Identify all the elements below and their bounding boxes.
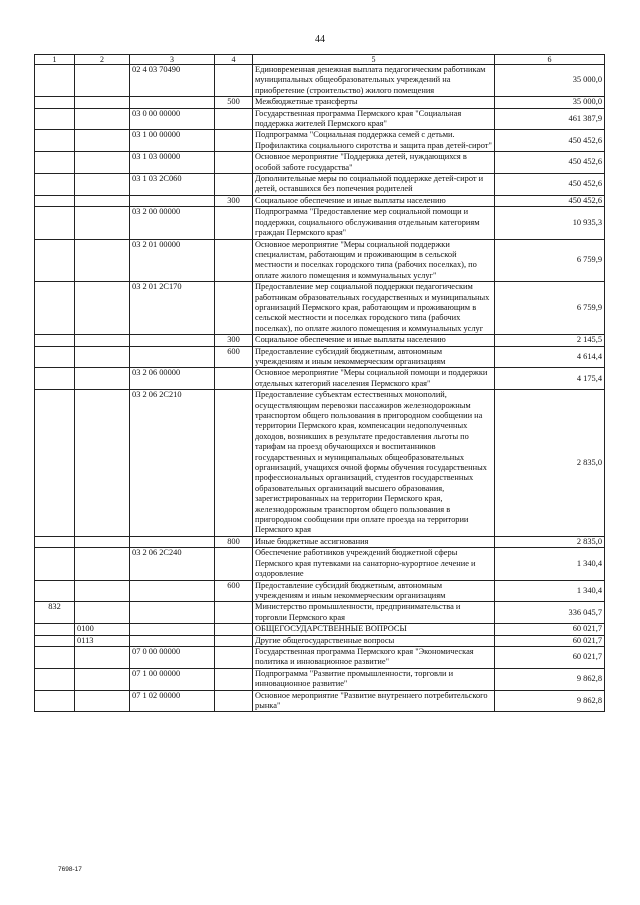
target-code-cell: 07 1 02 00000 (130, 690, 215, 712)
table-row (35, 65, 605, 97)
document-code: 7698-17 (58, 866, 82, 873)
expense-type-cell: 500 (215, 97, 253, 108)
page-number: 44 (315, 34, 325, 45)
target-code-cell: 03 1 03 2С060 (130, 174, 215, 196)
amount-cell: 2 835,0 (495, 536, 605, 547)
amount-cell: 336 045,7 (495, 602, 605, 624)
description-cell: Основное мероприятие "Поддержка детей, нуждающихся в особой заботе государства" (253, 152, 495, 174)
section-code-cell (35, 239, 75, 282)
table-row (35, 690, 605, 712)
column-header: 1 (35, 55, 75, 65)
description-cell: Предоставление мер социальной поддержки педагогическим работникам образовательных государственных и муниципальных организаций Пермского края, работающим и проживающим в сельской местности и поселках городского типа (рабочих поселках), по оплате жилого помещения и коммунальных услуг (253, 282, 495, 335)
target-code-cell: 03 1 00 00000 (130, 130, 215, 152)
subsection-code-cell (75, 97, 130, 108)
target-code-cell: 03 0 00 00000 (130, 108, 215, 130)
table-row (35, 174, 605, 196)
subsection-code-cell (75, 368, 130, 390)
amount-cell: 60 021,7 (495, 624, 605, 635)
expense-type-cell (215, 390, 253, 537)
amount-cell: 4 614,4 (495, 346, 605, 368)
section-code-cell (35, 690, 75, 712)
amount-cell: 1 340,4 (495, 580, 605, 602)
section-code-cell (35, 108, 75, 130)
subsection-code-cell (75, 174, 130, 196)
table-row (35, 108, 605, 130)
amount-cell: 2 145,5 (495, 335, 605, 346)
target-code-cell (130, 195, 215, 206)
section-code-cell (35, 65, 75, 97)
expense-type-cell (215, 624, 253, 635)
subsection-code-cell (75, 390, 130, 537)
description-cell: Дополнительные меры по социальной поддержке детей-сирот и детей, оставшихся без попечения родителей (253, 174, 495, 196)
target-code-cell: 03 2 06 2С210 (130, 390, 215, 537)
expense-type-cell: 600 (215, 580, 253, 602)
subsection-code-cell (75, 195, 130, 206)
description-cell: Государственная программа Пермского края "Социальная поддержка жителей Пермского края" (253, 108, 495, 130)
amount-cell: 4 175,4 (495, 368, 605, 390)
table-row (35, 239, 605, 282)
subsection-code-cell (75, 65, 130, 97)
target-code-cell (130, 97, 215, 108)
description-cell: Обеспечение работников учреждений бюджетной сферы Пермского края путевками на санаторно-курортное лечение и оздоровление (253, 548, 495, 580)
target-code-cell (130, 635, 215, 646)
amount-cell: 35 000,0 (495, 65, 605, 97)
column-header: 4 (215, 55, 253, 65)
column-header: 6 (495, 55, 605, 65)
subsection-code-cell (75, 335, 130, 346)
section-code-cell (35, 624, 75, 635)
expense-type-cell: 300 (215, 335, 253, 346)
description-cell: Основное мероприятие "Меры социальной помощи и поддержки отдельных категорий населения Пермского края" (253, 368, 495, 390)
table-row (35, 368, 605, 390)
section-code-cell (35, 646, 75, 668)
description-cell: Иные бюджетные ассигнования (253, 536, 495, 547)
target-code-cell (130, 346, 215, 368)
expense-type-cell (215, 130, 253, 152)
expense-type-cell (215, 108, 253, 130)
amount-cell: 450 452,6 (495, 174, 605, 196)
amount-cell: 60 021,7 (495, 646, 605, 668)
expense-type-cell: 600 (215, 346, 253, 368)
section-code-cell (35, 580, 75, 602)
amount-cell: 9 862,8 (495, 668, 605, 690)
table-row (35, 346, 605, 368)
table-row (35, 624, 605, 635)
table-row (35, 207, 605, 239)
section-code-cell (35, 130, 75, 152)
target-code-cell (130, 602, 215, 624)
amount-cell: 450 452,6 (495, 130, 605, 152)
target-code-cell: 03 2 06 2С240 (130, 548, 215, 580)
subsection-code-cell: 0113 (75, 635, 130, 646)
table-row (35, 335, 605, 346)
amount-cell: 6 759,9 (495, 282, 605, 335)
description-cell: Социальное обеспечение и иные выплаты населению (253, 335, 495, 346)
expense-type-cell (215, 152, 253, 174)
table-row (35, 602, 605, 624)
expense-type-cell (215, 668, 253, 690)
description-cell: Подпрограмма "Предоставление мер социальной помощи и поддержки, социального обслуживания отдельным категориям граждан Пермского края" (253, 207, 495, 239)
target-code-cell: 03 2 00 00000 (130, 207, 215, 239)
expense-type-cell (215, 602, 253, 624)
section-code-cell (35, 97, 75, 108)
table-row (35, 548, 605, 580)
description-cell: Социальное обеспечение и иные выплаты населению (253, 195, 495, 206)
expense-type-cell (215, 368, 253, 390)
description-cell: Предоставление субсидий бюджетным, автономным учреждениям и иным некоммерческим организациям (253, 346, 495, 368)
subsection-code-cell (75, 602, 130, 624)
expense-type-cell (215, 548, 253, 580)
target-code-cell (130, 580, 215, 602)
subsection-code-cell (75, 108, 130, 130)
subsection-code-cell (75, 282, 130, 335)
section-code-cell (35, 152, 75, 174)
description-cell: ОБЩЕГОСУДАРСТВЕННЫЕ ВОПРОСЫ (253, 624, 495, 635)
amount-cell: 9 862,8 (495, 690, 605, 712)
section-code-cell (35, 174, 75, 196)
expense-type-cell (215, 635, 253, 646)
target-code-cell: 03 2 06 00000 (130, 368, 215, 390)
subsection-code-cell (75, 580, 130, 602)
amount-cell: 2 835,0 (495, 390, 605, 537)
subsection-code-cell (75, 690, 130, 712)
expense-type-cell (215, 174, 253, 196)
budget-table (34, 54, 605, 712)
subsection-code-cell (75, 346, 130, 368)
column-header: 5 (253, 55, 495, 65)
description-cell: Подпрограмма "Развитие промышленности, торговли и инновационное развитие" (253, 668, 495, 690)
section-code-cell (35, 635, 75, 646)
amount-cell: 1 340,4 (495, 548, 605, 580)
subsection-code-cell (75, 548, 130, 580)
amount-cell: 461 387,9 (495, 108, 605, 130)
subsection-code-cell (75, 239, 130, 282)
table-row (35, 282, 605, 335)
table-row (35, 635, 605, 646)
expense-type-cell (215, 207, 253, 239)
column-header: 3 (130, 55, 215, 65)
target-code-cell: 07 1 00 00000 (130, 668, 215, 690)
table-row (35, 195, 605, 206)
subsection-code-cell (75, 130, 130, 152)
expense-type-cell: 800 (215, 536, 253, 547)
description-cell: Основное мероприятие "Развитие внутреннего потребительского рынка" (253, 690, 495, 712)
expense-type-cell (215, 690, 253, 712)
amount-cell: 10 935,3 (495, 207, 605, 239)
table-row (35, 668, 605, 690)
table-row (35, 130, 605, 152)
table-row (35, 580, 605, 602)
expense-type-cell (215, 282, 253, 335)
subsection-code-cell (75, 152, 130, 174)
table-row (35, 646, 605, 668)
target-code-cell: 02 4 03 70490 (130, 65, 215, 97)
subsection-code-cell (75, 668, 130, 690)
amount-cell: 35 000,0 (495, 97, 605, 108)
expense-type-cell (215, 239, 253, 282)
expense-type-cell (215, 65, 253, 97)
table-row (35, 536, 605, 547)
target-code-cell (130, 335, 215, 346)
target-code-cell: 07 0 00 00000 (130, 646, 215, 668)
table-row (35, 152, 605, 174)
target-code-cell: 03 1 03 00000 (130, 152, 215, 174)
section-code-cell (35, 390, 75, 537)
target-code-cell: 03 2 01 00000 (130, 239, 215, 282)
table-body (35, 55, 605, 712)
section-code-cell (35, 335, 75, 346)
table-row (35, 390, 605, 537)
expense-type-cell (215, 646, 253, 668)
description-cell: Основное мероприятие "Меры социальной поддержки специалистам, работающим и проживающим в сельской местности и поселках городского типа (рабочих поселках), по оплате жилого помещения и коммунальных услуг" (253, 239, 495, 282)
section-code-cell (35, 282, 75, 335)
section-code-cell (35, 548, 75, 580)
section-code-cell (35, 536, 75, 547)
description-cell: Предоставление субъектам естественных монополий, осуществляющим перевозки пассажиров железнодорожным транспортом общего пользования в пригородном сообщении на территории Пермского края, компенсации недополученных доходов, возникших в результате предоставления льготы по тарифам на проезд обучающихся и воспитанников государственных и муниципальных общеобразовательных организаций, учащихся очной формы обучения государственных профессиональных организаций, студентов государственных образовательных организаций высшего образования, зарегистрированных на территории Пермского края, железнодорожным транспортом общего пользования в пригородном сообщении при оплате проезда на территории Пермского края (253, 390, 495, 537)
subsection-code-cell (75, 646, 130, 668)
subsection-code-cell (75, 536, 130, 547)
description-cell: Межбюджетные трансферты (253, 97, 495, 108)
description-cell: Министерство промышленности, предпринимательства и торговли Пермского края (253, 602, 495, 624)
description-cell: Государственная программа Пермского края "Экономическая политика и инновационное развитие" (253, 646, 495, 668)
section-code-cell: 832 (35, 602, 75, 624)
amount-cell: 60 021,7 (495, 635, 605, 646)
expense-type-cell: 300 (215, 195, 253, 206)
section-code-cell (35, 368, 75, 390)
description-cell: Подпрограмма "Социальная поддержка семей с детьми. Профилактика социального сиротства и защита прав детей-сирот" (253, 130, 495, 152)
description-cell: Единовременная денежная выплата педагогическим работникам муниципальных общеобразовательных учреждений на приобретение (строительство) жилого помещения (253, 65, 495, 97)
target-code-cell: 03 2 01 2С170 (130, 282, 215, 335)
section-code-cell (35, 207, 75, 239)
amount-cell: 450 452,6 (495, 152, 605, 174)
description-cell: Другие общегосударственные вопросы (253, 635, 495, 646)
amount-cell: 6 759,9 (495, 239, 605, 282)
header-row (35, 55, 605, 65)
amount-cell: 450 452,6 (495, 195, 605, 206)
section-code-cell (35, 346, 75, 368)
column-header: 2 (75, 55, 130, 65)
subsection-code-cell: 0100 (75, 624, 130, 635)
section-code-cell (35, 195, 75, 206)
table-row (35, 97, 605, 108)
subsection-code-cell (75, 207, 130, 239)
section-code-cell (35, 668, 75, 690)
description-cell: Предоставление субсидий бюджетным, автономным учреждениям и иным некоммерческим организациям (253, 580, 495, 602)
target-code-cell (130, 624, 215, 635)
target-code-cell (130, 536, 215, 547)
